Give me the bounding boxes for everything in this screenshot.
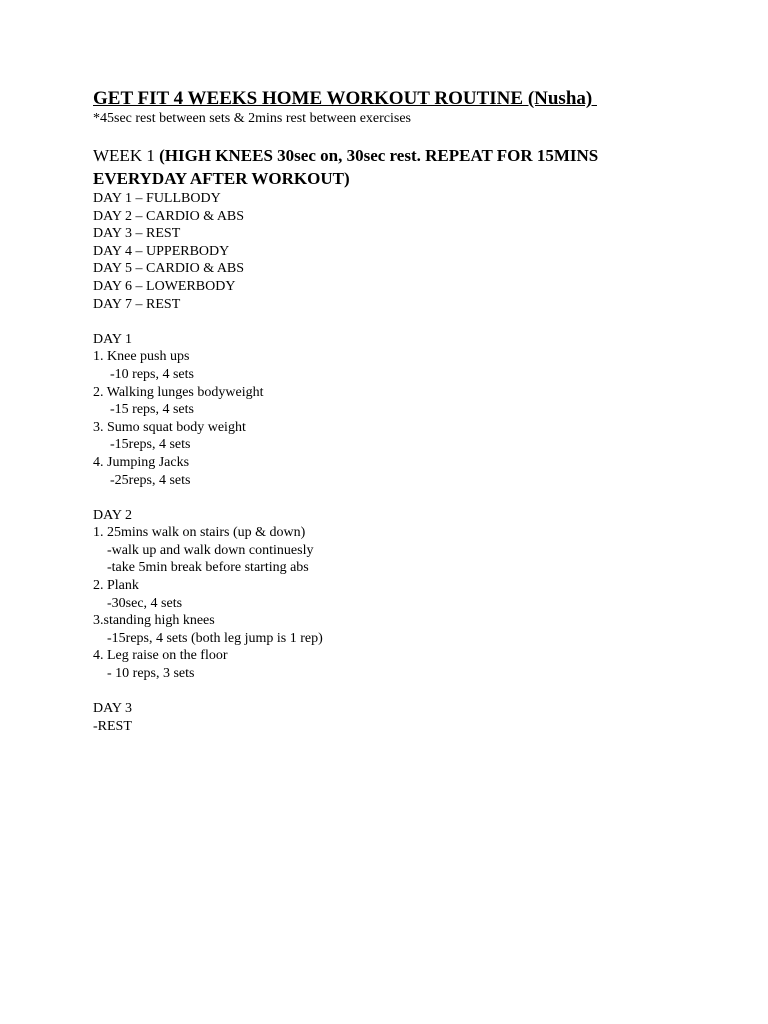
spacer (93, 489, 693, 507)
rest-item: -REST (93, 718, 132, 734)
exercise-detail: -30sec, 4 sets (107, 595, 183, 611)
day-heading: DAY 2 (93, 507, 133, 523)
weekly-schedule (93, 190, 693, 313)
exercise-detail: -15 reps, 4 sets (110, 402, 194, 418)
exercise-detail: -25reps, 4 sets (110, 472, 191, 488)
spacer (93, 683, 693, 701)
exercise-name: 1. 25mins walk on stairs (up & down) (93, 525, 306, 541)
exercise-detail: -walk up and walk down continuesly (107, 542, 314, 558)
exercise-detail: -take 5min break before starting abs (107, 560, 309, 576)
schedule-item: DAY 1 – FULLBODY (93, 191, 221, 206)
week-note: (HIGH KNEES 30sec on, 30sec rest. REPEAT FOR 15MINS EVERYDAY AFTER WORKOUT) (93, 146, 599, 188)
schedule-item: DAY 4 – UPPERBODY (93, 243, 230, 259)
day3-section (93, 700, 693, 735)
document-title: GET FIT 4 WEEKS HOME WORKOUT ROUTINE (Nusha) (93, 88, 597, 109)
schedule-item: DAY 7 – REST (93, 296, 181, 312)
schedule-item: DAY 5 – CARDIO & ABS (93, 261, 245, 277)
schedule-item: DAY 3 – REST (93, 226, 181, 242)
week-label: WEEK 1 (93, 146, 160, 165)
schedule-item: DAY 6 – LOWERBODY (93, 278, 236, 294)
exercise-name: 2. Plank (93, 578, 139, 594)
week-heading (93, 144, 693, 190)
exercise-detail: -15reps, 4 sets (both leg jump is 1 rep) (107, 630, 323, 646)
day-heading: DAY 3 (93, 701, 133, 717)
document-page (93, 88, 693, 735)
exercise-name: 4. Jumping Jacks (93, 454, 190, 470)
exercise-detail: - 10 reps, 3 sets (107, 666, 195, 682)
day2-section (93, 507, 693, 683)
exercise-name: 1. Knee push ups (93, 349, 190, 365)
day1-section (93, 331, 693, 489)
spacer (93, 313, 693, 331)
exercise-name: 4. Leg raise on the floor (93, 648, 228, 664)
exercise-detail: -15reps, 4 sets (110, 437, 191, 453)
exercise-name: 2. Walking lunges bodyweight (93, 384, 264, 400)
exercise-name: 3.standing high knees (93, 613, 215, 629)
day-heading: DAY 1 (93, 331, 133, 347)
exercise-detail: -10 reps, 4 sets (110, 366, 194, 382)
exercise-name: 3. Sumo squat body weight (93, 419, 246, 435)
rest-note: *45sec rest between sets & 2mins rest between exercises (93, 111, 412, 126)
schedule-item: DAY 2 – CARDIO & ABS (93, 208, 245, 224)
